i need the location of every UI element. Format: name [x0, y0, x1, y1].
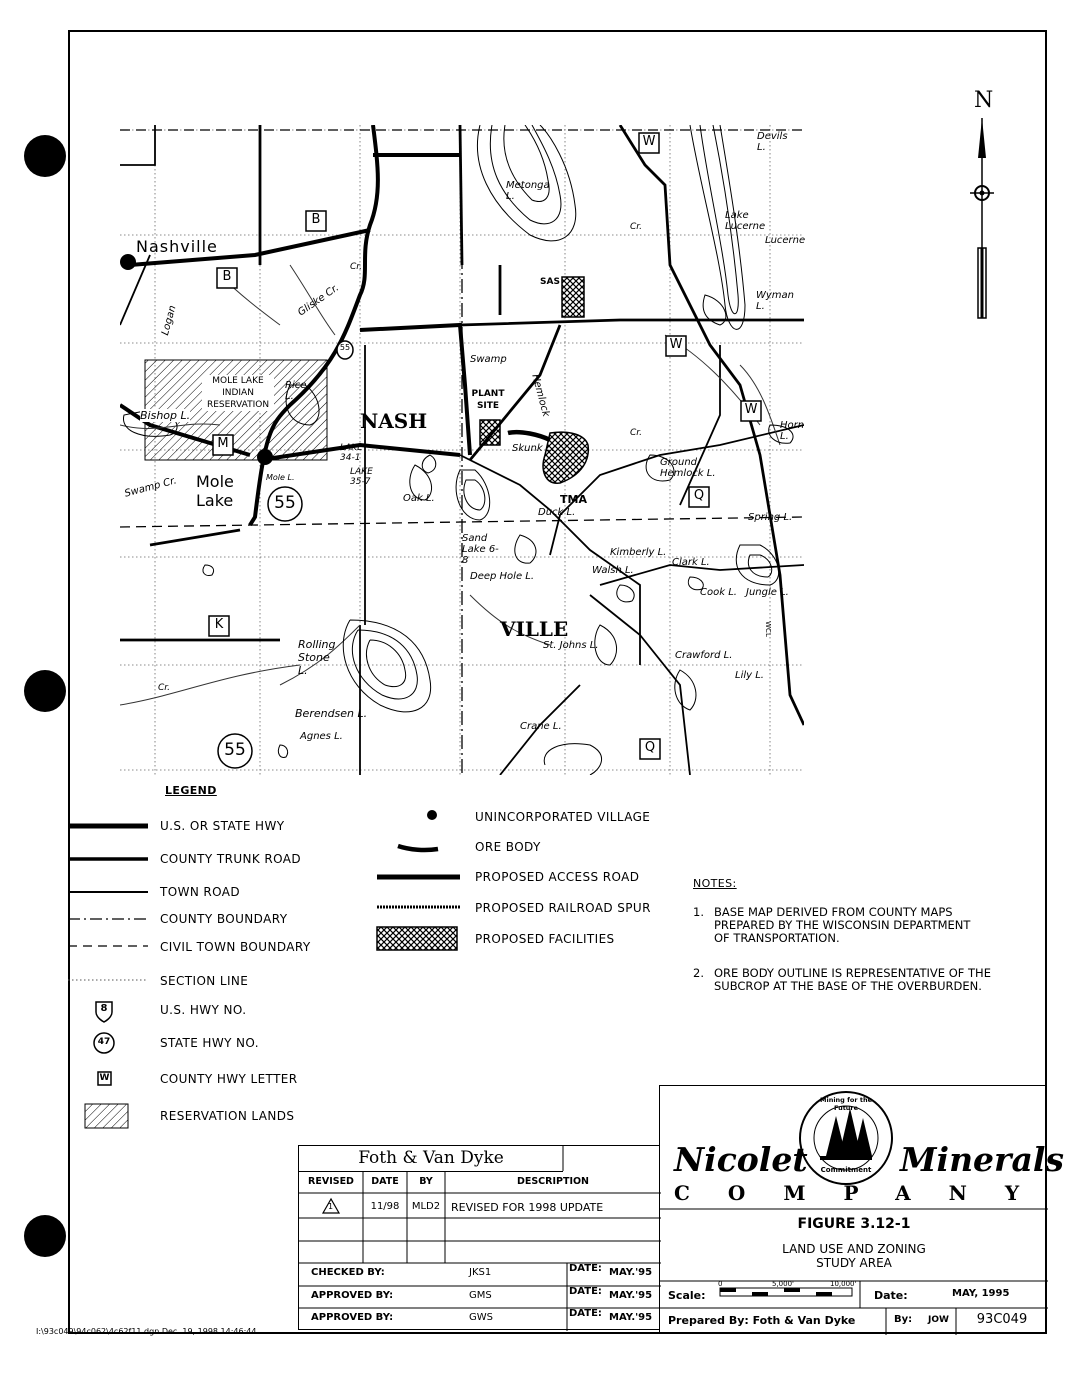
notes-title: NOTES:: [693, 877, 737, 890]
county-letter-label: K: [214, 617, 224, 632]
approved-by: GMS: [469, 1290, 492, 1301]
revision-block: [298, 1145, 660, 1330]
lake-label: Berendsen L.: [295, 707, 368, 720]
lake-label: Metonga L.: [506, 180, 550, 202]
revision-date: 11/98: [370, 1201, 400, 1212]
county-letter-icon-label: W: [99, 1073, 110, 1083]
approved-label: APPROVED BY:: [311, 1290, 394, 1301]
lake-label: Deep Hole L.: [470, 571, 535, 582]
legend-item: COUNTY TRUNK ROAD: [160, 852, 301, 866]
creek-label: Cr.: [630, 428, 643, 438]
lake-label: Skunk L.: [512, 443, 555, 454]
lake-label: Wyman L.: [756, 290, 795, 312]
scale-tick: 10,000': [830, 1280, 857, 1288]
firm-name: Foth & Van Dyke: [299, 1146, 563, 1172]
creek-label: Cr.: [630, 222, 643, 232]
lake-label: Bishop L.: [140, 409, 191, 422]
lake-label: Agnes L.: [300, 731, 343, 742]
legend-item: SECTION LINE: [160, 974, 249, 988]
lake-label: Walsh L.: [592, 565, 634, 576]
lake-label: Ground Hemlock L.: [660, 457, 716, 479]
approved-date: MAY.'95: [609, 1290, 653, 1301]
county-letter-label: Q: [644, 740, 656, 755]
lake-label: Cook L.: [700, 587, 737, 598]
lake-label: Horn L.: [780, 420, 805, 442]
note-number: 1.: [693, 905, 704, 919]
approved-date-label: DATE:: [569, 1308, 602, 1319]
hemlock-creek-label: Hemlock: [529, 373, 552, 418]
title-block: [659, 1085, 1064, 1334]
state-hwy-icon-label: 47: [97, 1037, 111, 1047]
county-letter-label: W: [642, 134, 656, 149]
by-value: JOW: [928, 1315, 949, 1325]
lake-label: Crawford L.: [675, 650, 733, 661]
legend-item: PROPOSED RAILROAD SPUR: [475, 901, 651, 915]
us-hwy-icon-label: 8: [100, 1003, 108, 1014]
legend-item: U.S. OR STATE HWY: [160, 819, 285, 833]
lake-label: Lucerne: [765, 235, 806, 246]
approved-label: APPROVED BY:: [311, 1312, 394, 1323]
county-letter-label: Q: [693, 488, 705, 503]
company-word: COMPANY: [674, 1181, 1058, 1205]
tma-label: TMA: [560, 493, 587, 506]
north-arrow: [962, 88, 1002, 328]
lake-label: Clark L.: [672, 557, 710, 568]
prepared-by: Prepared By: Foth & Van Dyke: [668, 1314, 856, 1327]
checked-by: JKS1: [469, 1267, 492, 1278]
lake-label: Sand Lake 6-8: [462, 533, 499, 566]
state-hwy-label: 55: [339, 343, 351, 352]
legend-item: PROPOSED ACCESS ROAD: [475, 870, 640, 884]
seal-top-text: Mining for the Future: [820, 1096, 872, 1112]
plant-site-label: PLANT SITE: [471, 389, 505, 411]
seal-bottom-text: Commitment: [820, 1166, 872, 1174]
creek-label: Logan: [159, 304, 179, 337]
company-name-left: Nicolet: [674, 1140, 808, 1179]
sas-label: SAS: [540, 277, 560, 287]
north-label: N: [974, 88, 994, 113]
creek-label: Gliske Cr.: [296, 282, 341, 319]
approved-by: GWS: [469, 1312, 493, 1323]
lake-label: Lily L.: [735, 670, 764, 681]
legend-item: CIVIL TOWN BOUNDARY: [160, 940, 311, 954]
revision-mark: 1: [328, 1202, 334, 1211]
binder-hole-middle: [24, 670, 66, 712]
figure-title-line1: LAND USE AND ZONING: [782, 1242, 926, 1256]
ville-label: VILLE: [500, 617, 569, 641]
legend-item: COUNTY BOUNDARY: [160, 912, 288, 926]
revision-by: MLD2: [411, 1201, 441, 1212]
legend-title: LEGEND: [165, 784, 217, 797]
figure-number: FIGURE 3.12-1: [797, 1216, 911, 1232]
scale-label: Scale:: [668, 1289, 706, 1302]
company-name-right: Minerals: [900, 1140, 1064, 1179]
note-text: ORE BODY OUTLINE IS REPRESENTATIVE OF THE SUBCROP AT THE BASE OF THE OVERBURDEN.: [714, 966, 991, 993]
lake-label: Devils L.: [757, 131, 788, 153]
by-label: By:: [894, 1314, 913, 1325]
date-label: Date:: [874, 1289, 908, 1302]
header-by: BY: [419, 1176, 433, 1187]
lake-label: Rolling Stone L.: [298, 638, 336, 677]
lake-label: St. Johns L.: [543, 640, 599, 651]
checked-label: CHECKED BY:: [311, 1267, 385, 1278]
legend-item: STATE HWY NO.: [160, 1036, 260, 1050]
lake-label: LAKE 35-7: [350, 467, 373, 487]
county-letter-label: W: [744, 402, 758, 417]
binder-hole-top: [24, 135, 66, 177]
lake-label: Lake Lucerne: [725, 210, 766, 232]
lake-label: LAKE 34-1: [340, 443, 363, 463]
revision-description: REVISED FOR 1998 UPDATE: [451, 1201, 604, 1214]
state-hwy-label: 55: [224, 740, 246, 760]
creek-label: Cr.: [350, 262, 363, 272]
lake-label: Rice L.: [285, 380, 307, 402]
header-date: DATE: [371, 1176, 399, 1187]
header-revised: REVISED: [308, 1176, 354, 1187]
scale-tick: 5,000': [772, 1280, 794, 1288]
creek-label: Cr.: [158, 683, 171, 693]
state-hwy-label: 55: [274, 493, 296, 513]
legend-item: ORE BODY: [475, 840, 541, 854]
legend-item: U.S. HWY NO.: [160, 1003, 247, 1017]
lake-label: Mole L.: [266, 473, 295, 482]
wcl-label: WCL: [763, 621, 772, 637]
legend-item: UNINCORPORATED VILLAGE: [475, 810, 651, 824]
file-path: I:\93c049\94c062\4c62f11.dgn Dec. 19, 1998 14:46:44: [36, 1327, 257, 1336]
legend-item: PROPOSED FACILITIES: [475, 932, 615, 946]
note-number: 2.: [693, 966, 704, 980]
date-value: MAY, 1995: [952, 1288, 1010, 1299]
legend-item: RESERVATION LANDS: [160, 1109, 295, 1123]
study-area-map: [120, 125, 804, 775]
header-description: DESCRIPTION: [516, 1176, 590, 1187]
binder-hole-bottom: [24, 1215, 66, 1257]
county-letter-label: B: [222, 269, 232, 284]
legend-item: TOWN ROAD: [160, 885, 241, 899]
nashville-label: Nashville: [136, 237, 218, 256]
lake-label: Crane L.: [520, 721, 562, 732]
scale-tick: 0: [718, 1280, 723, 1288]
reservation-label: MOLE LAKE INDIAN RESERVATION: [202, 375, 274, 411]
note-text: BASE MAP DERIVED FROM COUNTY MAPS PREPARED BY THE WISCONSIN DEPARTMENT OF TRANSPORTATION.: [714, 905, 971, 945]
approved-date-label: DATE:: [569, 1286, 602, 1297]
nash-label: NASH: [360, 409, 428, 433]
checked-date-label: DATE:: [569, 1263, 602, 1274]
county-letter-label: M: [217, 436, 229, 451]
approved-date: MAY.'95: [609, 1312, 653, 1323]
figure-title-line2: STUDY AREA: [816, 1256, 892, 1270]
creek-label: Swamp Cr.: [123, 475, 178, 500]
lake-label: Spring L.: [748, 512, 793, 523]
creek-label: Swamp: [470, 354, 507, 365]
lake-label: Duck L.: [538, 507, 576, 518]
lake-label: Jungle L.: [746, 587, 789, 598]
lake-label: Oak L.: [403, 493, 435, 504]
county-letter-label: W: [669, 337, 683, 352]
legend-item: COUNTY HWY LETTER: [160, 1072, 298, 1086]
lake-label: Kimberly L.: [610, 547, 667, 558]
drawing-number: 93C049: [976, 1312, 1028, 1327]
mole-lake-label: Mole Lake: [196, 472, 234, 510]
county-letter-label: B: [311, 212, 321, 227]
checked-date: MAY.'95: [609, 1267, 653, 1278]
